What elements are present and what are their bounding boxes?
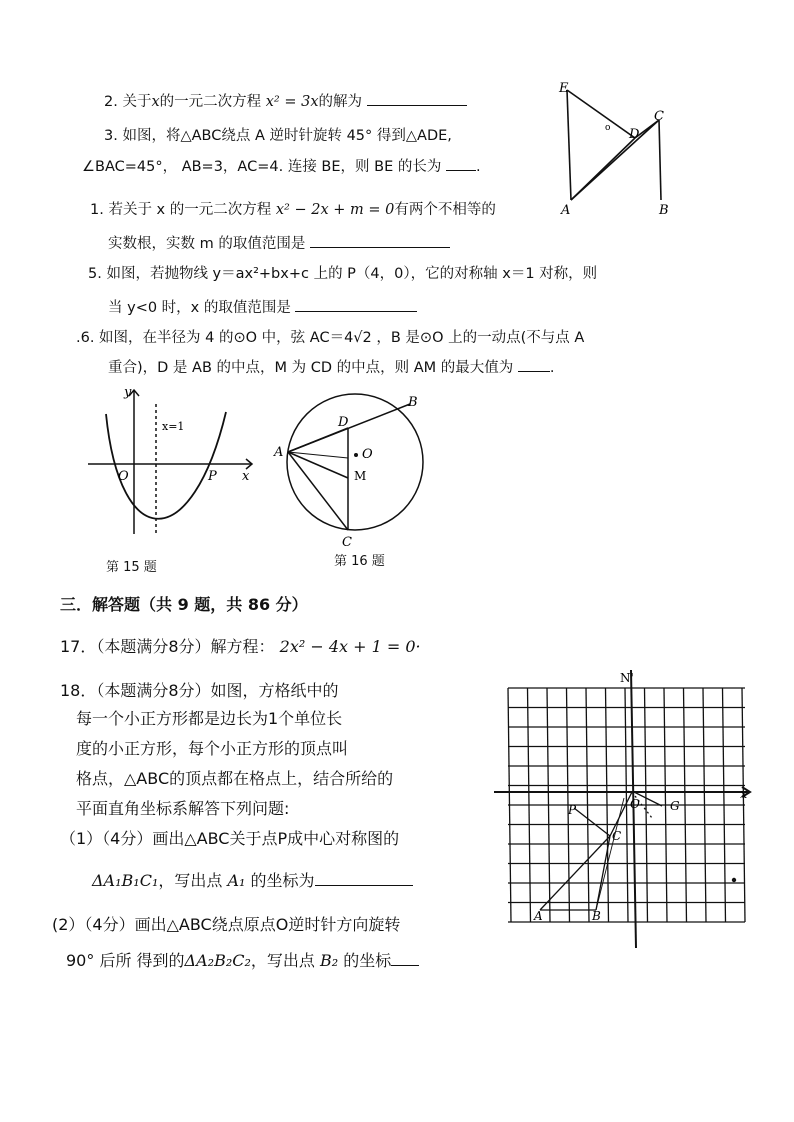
part1-end: 的坐标为 [250,871,315,890]
label-C: C [654,109,664,124]
question-18-part1-line1: （1）（4分）画出△ABC关于点P成中心对称图的 [60,829,400,848]
segment-extra [288,452,348,458]
point-A1: A₁ [227,871,246,890]
q3-line2-text: ∠BAC=45°， AB=3，AC=4. 连接 BE，则 BE 的长为 [82,159,442,175]
label-O: O [630,797,640,811]
label-B: B [408,395,418,410]
label-A: A [274,445,284,460]
label-A: A [534,909,543,923]
answer-blank [367,104,467,106]
question-2 [104,90,467,111]
parabola-figure [84,384,264,574]
question-6-line2 [108,356,555,377]
part2-start: 90° 后所 得到的 [66,951,185,970]
question-5-line2 [108,296,417,317]
point-B2: B₂ [320,951,339,970]
label-B: B [592,909,601,923]
segment-AC [540,836,610,910]
label-x: x [740,787,748,802]
answer-blank [315,884,413,886]
q6-end: . [549,360,555,376]
section-3-title: 三．解答题（共 9 题，共 86 分） [60,595,308,614]
label-A: A [561,203,571,218]
question-18-part2-line1: (2）（4分）画出△ABC绕点原点O逆时针方向旋转 [52,915,401,934]
label-x: x [242,469,250,484]
q17-equation: 2x² − 4x + 1 = 0· [279,637,421,656]
part2-text: ，写出点 [250,951,315,970]
q5-line2-text: 当 y<0 时，x 的取值范围是 [108,300,291,316]
segment-AD [288,428,348,452]
question-4-line2 [108,232,450,253]
tri-A1B1C1: ΔA₁B₁C₁ [92,871,159,890]
q17-text: 17．（本题满分8分）解方程： [60,637,275,656]
edge-AE [567,90,571,200]
question-18-part1-line2 [92,868,413,891]
rotation-triangle-figure [555,78,685,218]
answer-blank [295,310,417,312]
q2-suffix: 的解为 [318,94,363,110]
label-G: G [670,799,680,813]
rotated-segment [596,798,624,910]
question-18-line1: 18．（本题满分8分）如图，方格纸中的 [60,681,339,700]
answer-blank [310,246,450,248]
answer-blank [446,169,476,171]
segment-CP [574,808,610,836]
question-3-line2 [82,155,481,176]
answer-blank [391,964,419,966]
question-17 [60,634,421,657]
edge-AC-double [571,123,655,200]
circle-figure [270,390,440,550]
q4-suffix: 有两个不相等的 [394,202,496,218]
answer-blank [518,370,550,372]
q2-equation: x² = 3x [265,94,319,110]
q4-prefix: 1. 若关于 x 的一元二次方程 [90,202,272,218]
edge-ED [567,90,635,138]
circle-O [287,394,423,530]
label-D: D [629,127,640,142]
part1-text: ，写出点 [158,871,223,890]
label-P: P [568,803,577,817]
edge-CB [659,120,661,200]
label-O: O [118,469,129,484]
question-4-line1 [90,198,496,219]
question-3-line1: 3. 如图，将△ABC绕点 A 逆时针旋转 45° 得到△ADE, [104,128,452,144]
q2-mid: 的一元二次方程 [159,94,262,110]
question-18-line3: 度的小正方形，每个小正方形的顶点叫 [76,739,349,758]
label-E: E [559,81,569,96]
segment-AM [288,452,348,478]
question-18-line5: 平面直角坐标系解答下列问题: [76,799,290,818]
label-P: P [208,469,217,484]
question-18-part2-line2 [66,948,419,971]
q3-end: . [475,159,481,175]
q6-line2-text: 重合)，D 是 AB 的中点，M 为 CD 的中点，则 AM 的最大值为 [108,360,514,376]
label-M: M [354,469,367,483]
question-18-line4: 格点，△ABC的顶点都在格点上，结合所给的 [76,769,394,788]
label-D: D [338,415,349,430]
q4-line2-text: 实数根，实数 m 的取值范围是 [108,236,306,252]
question-18-line2: 每一个小正方形都是边长为1个单位长 [76,709,343,728]
fig15-caption: 第 15 题 [106,560,157,575]
tri-A2B2C2: ΔA₂B₂C₂ [184,951,251,970]
label-o: o [605,123,611,133]
grid-coordinate-figure [494,668,754,950]
part2-end: 的坐标 [343,951,392,970]
label-axis-x1: x=1 [162,420,185,433]
label-B: B [659,203,669,218]
label-y: N' [620,671,634,685]
label-y: y [124,385,132,400]
q2-var: x [151,94,160,110]
fig16-caption: 第 16 题 [334,554,385,569]
question-5-line1: 5. 如图，若抛物线 y＝ax²+bx+c 上的 P（4，0），它的对称轴 x＝1 对称，则 [88,266,598,282]
q2-prefix: 2. 关于 [104,94,152,110]
grid-lines [508,688,745,922]
grid-dot [732,878,736,882]
question-6-line1: .6. 如图，在半径为 4 的⊙O 中，弦 AC＝4√2 ，B 是⊙O 上的一动点(不与点 A [76,330,585,346]
label-C: C [612,829,622,843]
label-O: O [362,447,373,462]
label-C: C [342,535,352,550]
center-O [354,453,358,457]
q4-equation: x² − 2x + m = 0 [275,202,395,218]
